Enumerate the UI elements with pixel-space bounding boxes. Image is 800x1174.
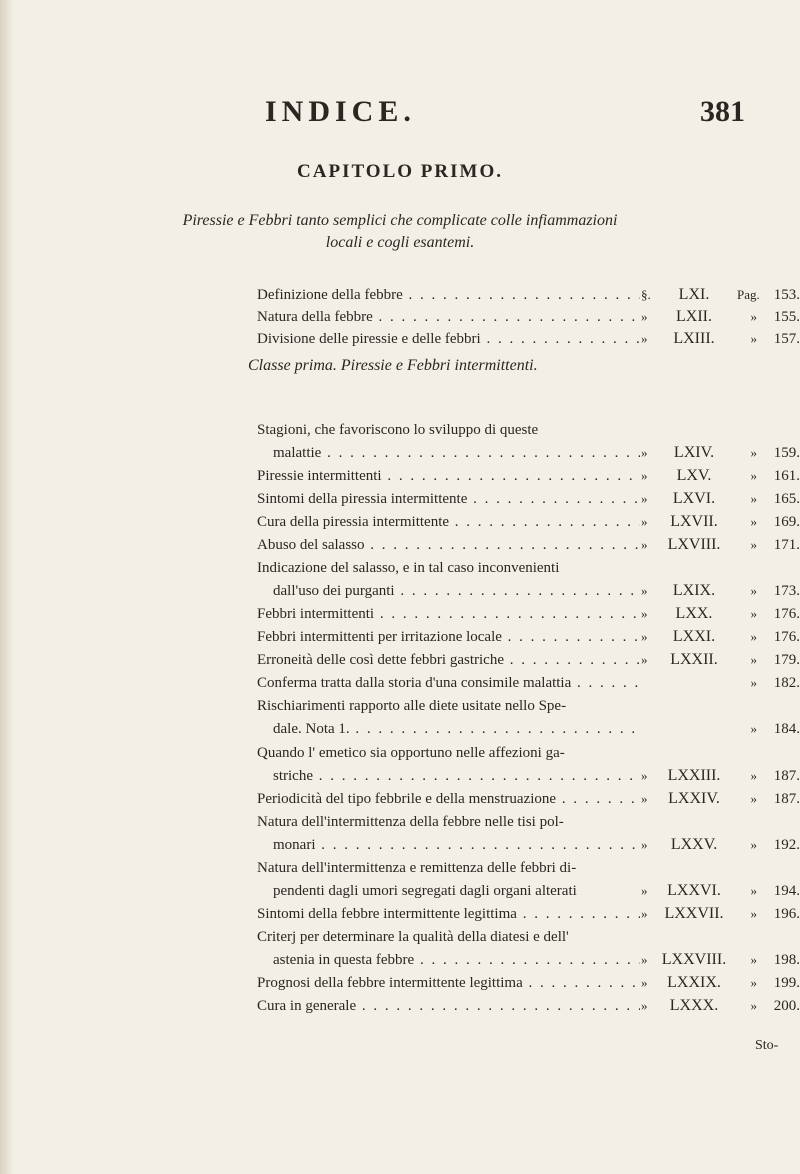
toc-entry <box>0 994 800 1018</box>
entry-chapter: LXIII. <box>673 330 715 347</box>
ditto-mark: » <box>750 514 757 529</box>
ditto-mark: » <box>641 998 648 1013</box>
entry-chapter: LXXV. <box>670 836 718 853</box>
ditto-mark: » <box>750 583 757 598</box>
toc-entry <box>0 283 800 307</box>
entry-title: Indicazione del salasso, e in tal caso inconvenienti <box>257 560 560 576</box>
entry-chapter: LXVI. <box>672 490 716 507</box>
ditto-mark: » <box>641 883 648 898</box>
entry-page: 179. <box>773 652 800 668</box>
entry-chapter: LXX. <box>675 605 713 622</box>
entry-chapter: LXXIV. <box>668 790 720 807</box>
ditto-mark: » <box>750 491 757 506</box>
entry-chapter: LXIV. <box>673 444 715 461</box>
chapter-subtitle <box>0 210 800 254</box>
ditto-mark: » <box>641 791 648 806</box>
entry-page: 196. <box>773 906 800 922</box>
section-mark: §. <box>641 287 651 302</box>
ditto-mark: » <box>750 675 757 690</box>
toc-entry <box>0 925 800 949</box>
ditto-mark: » <box>750 975 757 990</box>
entry-title: Criterj per determinare la qualità della diatesi e dell' <box>257 929 569 945</box>
toc-entry <box>0 787 800 811</box>
entry-chapter: LXXII. <box>670 651 718 668</box>
toc-entry <box>0 602 800 626</box>
entry-page: 153. <box>773 287 800 303</box>
entry-chapter: LXXIX. <box>667 974 721 991</box>
ditto-mark: » <box>750 537 757 552</box>
entry-chapter: LXXI. <box>672 628 716 645</box>
chapter-title: CAPITOLO PRIMO. <box>297 161 503 182</box>
entry-page: 182. <box>773 675 800 691</box>
entry-chapter: LXI. <box>678 286 710 303</box>
toc-entry <box>0 694 800 718</box>
toc-entry <box>0 902 800 926</box>
entry-chapter: LXII. <box>676 308 712 325</box>
toc-entry <box>0 625 800 649</box>
entry-title: astenia in questa febbre . . . <box>273 948 640 972</box>
ditto-mark: » <box>641 906 648 921</box>
toc-entry <box>0 671 800 695</box>
entry-title: Periodicità del tipo febbrile e della menstruazione . . . <box>257 787 640 811</box>
ditto-mark: » <box>750 952 757 967</box>
subtitle-line: Piressie e Febbri tanto semplici che complicate colle infiammazioni <box>182 212 618 229</box>
ditto-mark: » <box>641 606 648 621</box>
toc-entry <box>0 971 800 995</box>
toc-entry <box>0 741 800 765</box>
entry-title: Febbri intermittenti per irritazione locale . . . <box>257 625 640 649</box>
entry-page: 200. <box>773 998 800 1014</box>
toc-entry <box>0 579 800 603</box>
ditto-mark: » <box>750 331 757 346</box>
ditto-mark: » <box>641 514 648 529</box>
toc-entry <box>0 418 800 442</box>
ditto-mark: » <box>641 491 648 506</box>
toc-entry <box>0 327 800 351</box>
entry-page: 161. <box>773 468 800 484</box>
entry-chapter: LXXIII. <box>667 767 721 784</box>
toc-entry <box>0 833 800 857</box>
toc-entry <box>0 305 800 329</box>
ditto-mark: » <box>750 468 757 483</box>
entry-title: Conferma tratta dalla storia d'una consimile malattia . . . <box>257 671 640 695</box>
entry-title: Natura dell'intermittenza della febbre nelle tisi pol- <box>257 814 564 830</box>
entry-title: Cura della piressia intermittente . . . <box>257 510 640 534</box>
catchword: Sto- <box>755 1038 779 1053</box>
entry-title: Natura dell'intermittenza e remittenza delle febbri di- <box>257 860 577 876</box>
page-number: 381 <box>700 95 745 128</box>
entry-title: dall'uso dei purganti . . . <box>273 579 640 603</box>
toc-entry <box>0 556 800 580</box>
entry-page: 176. <box>773 606 800 622</box>
entry-title: monari . . . <box>273 833 640 857</box>
entry-title: Rischiarimenti rapporto alle diete usitate nello Spe- <box>257 698 567 714</box>
toc-entry <box>0 948 800 972</box>
entry-page: 187. <box>773 791 800 807</box>
ditto-mark: » <box>641 952 648 967</box>
entry-page: 169. <box>773 514 800 530</box>
entry-title: Stagioni, che favoriscono lo sviluppo di queste <box>257 422 539 438</box>
entry-title: Cura in generale . . . <box>257 994 640 1018</box>
entry-title: dale. Nota 1. . . . <box>273 717 640 741</box>
entry-title: Divisione delle piressie e delle febbri . . . <box>257 327 640 351</box>
ditto-mark: » <box>641 652 648 667</box>
entry-chapter: LXXVII. <box>664 905 724 922</box>
ditto-mark: » <box>750 652 757 667</box>
entry-page: 159. <box>773 445 800 461</box>
ditto-mark: » <box>641 768 648 783</box>
ditto-mark: » <box>750 906 757 921</box>
entry-chapter: LXV. <box>676 467 712 484</box>
class-heading: Classe prima. Piressie e Febbri intermittenti. <box>248 357 538 374</box>
ditto-mark: » <box>750 309 757 324</box>
ditto-mark: » <box>750 768 757 783</box>
entry-page: 176. <box>773 629 800 645</box>
running-head-title: INDICE. <box>265 95 416 128</box>
entry-page: 187. <box>773 768 800 784</box>
page-label: Pag. <box>737 287 760 302</box>
ditto-mark: » <box>641 583 648 598</box>
toc-entry <box>0 510 800 534</box>
entry-title: striche . . . <box>273 764 640 788</box>
entry-title: Sintomi della piressia intermittente . . . <box>257 487 640 511</box>
toc-entry <box>0 810 800 834</box>
entry-title: Quando l' emetico sia opportuno nelle affezioni ga- <box>257 745 565 761</box>
entry-page: 194. <box>773 883 800 899</box>
ditto-mark: » <box>641 837 648 852</box>
ditto-mark: » <box>750 791 757 806</box>
entry-page: 199. <box>773 975 800 991</box>
ditto-mark: » <box>750 629 757 644</box>
toc-entry <box>0 464 800 488</box>
subtitle-line: locali e cogli esantemi. <box>325 234 475 251</box>
running-head <box>0 95 800 135</box>
entry-page: 198. <box>773 952 800 968</box>
toc-entry <box>0 441 800 465</box>
ditto-mark: » <box>641 975 648 990</box>
ditto-mark: » <box>750 837 757 852</box>
toc-entry <box>0 487 800 511</box>
entry-title: malattie . . . <box>273 441 640 465</box>
ditto-mark: » <box>641 468 648 483</box>
entry-page: 157. <box>773 331 800 347</box>
toc-entry <box>0 856 800 880</box>
entry-chapter: LXIX. <box>672 582 716 599</box>
entry-page: 184. <box>773 721 800 737</box>
toc-entry <box>0 879 800 903</box>
ditto-mark: » <box>641 309 648 324</box>
entry-title: Definizione della febbre . . . <box>257 283 640 307</box>
entry-chapter: LXVIII. <box>667 536 721 553</box>
entry-chapter: LXXVIII. <box>661 951 727 968</box>
entry-page: 192. <box>773 837 800 853</box>
entry-title: Piressie intermittenti . . . <box>257 464 640 488</box>
entry-title: Erroneità delle così dette febbri gastriche . . . <box>257 648 640 672</box>
toc-entry <box>0 533 800 557</box>
toc-entry <box>0 717 800 741</box>
ditto-mark: » <box>641 445 648 460</box>
toc-entry <box>0 764 800 788</box>
ditto-mark: » <box>641 537 648 552</box>
ditto-mark: » <box>750 606 757 621</box>
ditto-mark: » <box>641 331 648 346</box>
entry-title: Prognosi della febbre intermittente legittima . . . <box>257 971 640 995</box>
entry-title: Febbri intermittenti . . . <box>257 602 640 626</box>
entry-chapter: LXXVI. <box>667 882 721 899</box>
entry-chapter: LXXX. <box>669 997 719 1014</box>
entry-title: Abuso del salasso . . . <box>257 533 640 557</box>
entry-chapter: LXVII. <box>670 513 718 530</box>
entry-title: pendenti dagli umori segregati dagli organi alterati <box>273 883 577 899</box>
entry-title: Natura della febbre . . . <box>257 305 640 329</box>
entry-page: 171. <box>773 537 800 553</box>
toc-entry <box>0 648 800 672</box>
entry-page: 173. <box>773 583 800 599</box>
ditto-mark: » <box>750 445 757 460</box>
ditto-mark: » <box>750 721 757 736</box>
ditto-mark: » <box>750 883 757 898</box>
ditto-mark: » <box>641 629 648 644</box>
ditto-mark: » <box>750 998 757 1013</box>
entry-page: 155. <box>773 309 800 325</box>
entry-title: Sintomi della febbre intermittente legittima . . . <box>257 902 640 926</box>
entry-page: 165. <box>773 491 800 507</box>
